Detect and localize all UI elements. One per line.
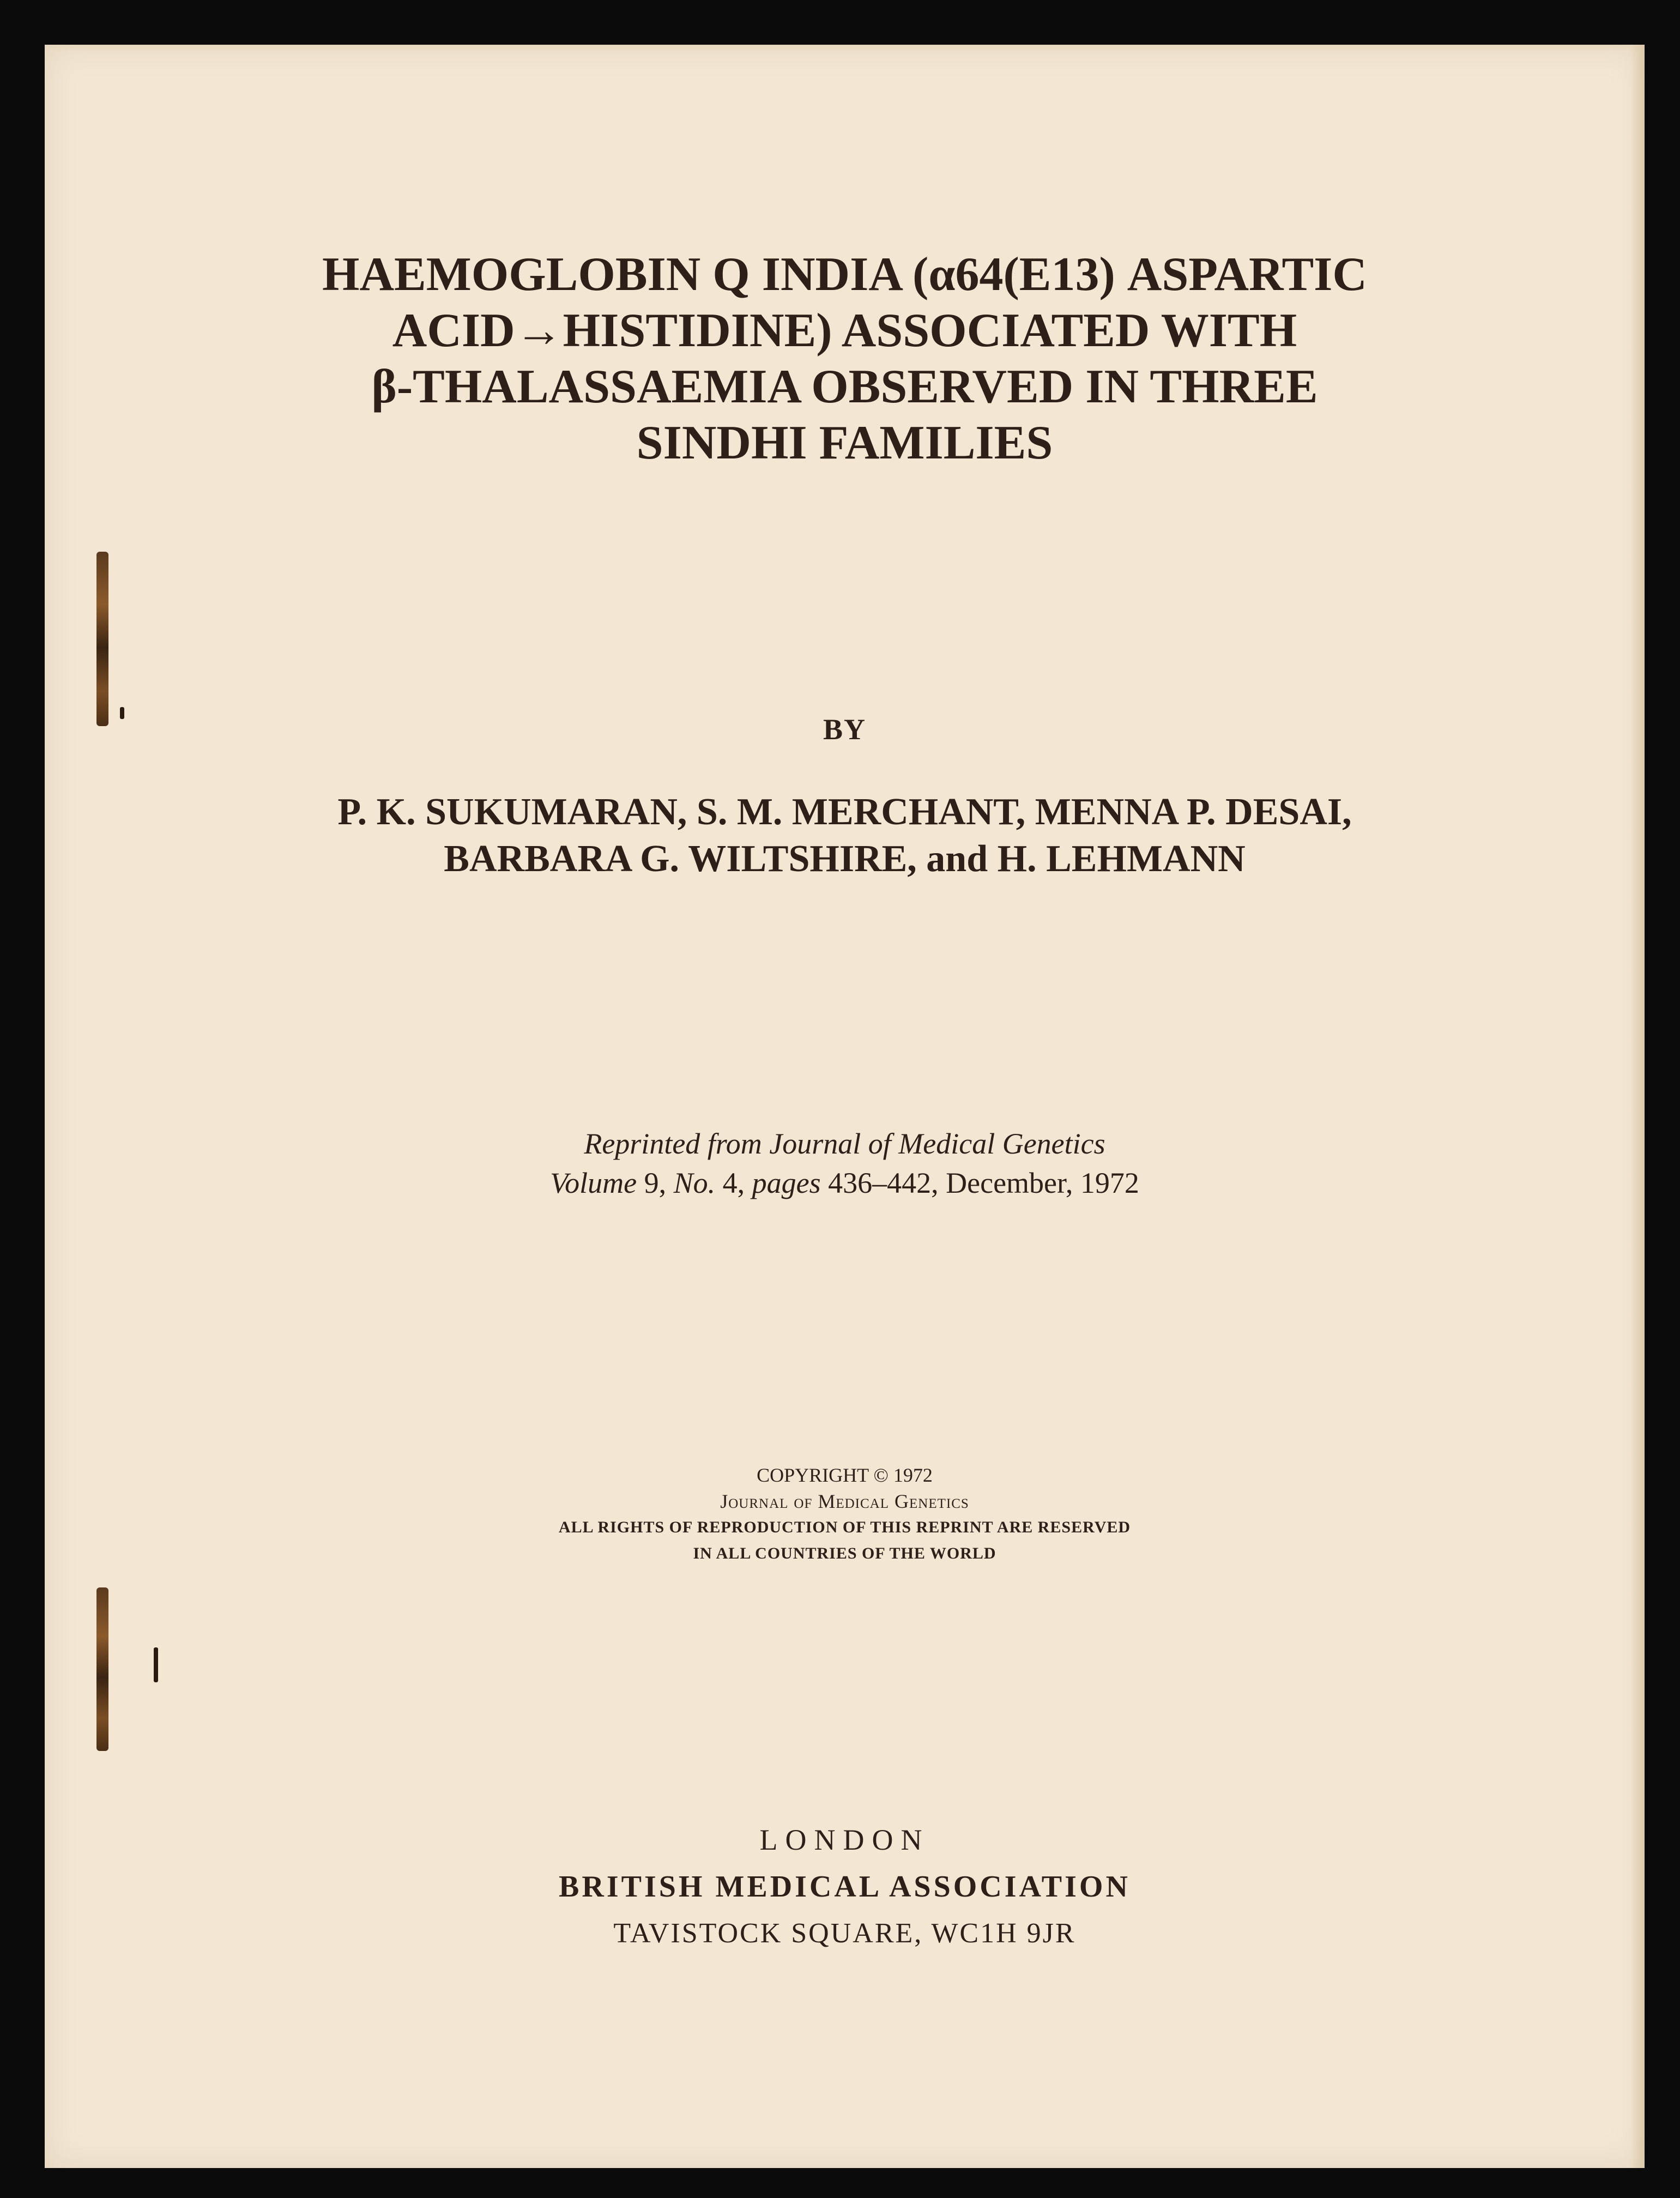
title-line: β-THALASSAEMIA OBSERVED IN THREE xyxy=(371,360,1318,413)
article-title xyxy=(45,246,1645,471)
staple-top xyxy=(96,552,108,726)
title-line: HAEMOGLOBIN Q INDIA (α64(E13) ASPARTIC xyxy=(322,248,1367,301)
reprint-citation xyxy=(45,1163,1645,1203)
volume-number: 9, xyxy=(644,1167,667,1199)
reprint-source xyxy=(45,1124,1645,1163)
authors-line: P. K. SUKUMARAN, S. M. MERCHANT, MENNA P. DESAI, xyxy=(337,791,1352,833)
page-top-edge xyxy=(45,45,1645,51)
document-page xyxy=(45,45,1645,2168)
reprint-notice xyxy=(45,1124,1645,1203)
by-label: BY xyxy=(823,713,866,746)
staple-bottom xyxy=(96,1587,108,1751)
copyright-rights: ALL RIGHTS OF REPRODUCTION OF THIS REPRINT ARE RESERVED xyxy=(558,1518,1131,1536)
publisher-address: TAVISTOCK SQUARE, WC1H 9JR xyxy=(613,1918,1076,1949)
pages-and-date: 436–442, December, 1972 xyxy=(828,1167,1139,1199)
authors-line: BARBARA G. WILTSHIRE, and H. LEHMANN xyxy=(444,838,1246,880)
copyright-line: COPYRIGHT © 1972 xyxy=(757,1464,933,1486)
issue-number: 4, xyxy=(722,1167,745,1199)
reprint-source-text: Reprinted from Journal of Medical Genetics xyxy=(584,1127,1105,1160)
copyright-countries: IN ALL COUNTRIES OF THE WORLD xyxy=(693,1544,996,1562)
publisher-city: LONDON xyxy=(759,1823,930,1856)
copyright-notice xyxy=(45,1462,1645,1567)
publisher-name: BRITISH MEDICAL ASSOCIATION xyxy=(559,1870,1131,1904)
publisher-block xyxy=(45,1816,1645,1957)
volume-label: Volume xyxy=(550,1167,637,1199)
title-line: SINDHI FAMILIES xyxy=(636,416,1053,469)
pages-label: pages xyxy=(752,1167,821,1199)
copyright-journal: Journal of Medical Genetics xyxy=(720,1490,969,1512)
stain-mark xyxy=(154,1647,158,1682)
title-line: ACID→HISTIDINE) ASSOCIATED WITH xyxy=(392,304,1297,357)
issue-label: No. xyxy=(673,1167,716,1199)
author-list xyxy=(45,789,1645,883)
